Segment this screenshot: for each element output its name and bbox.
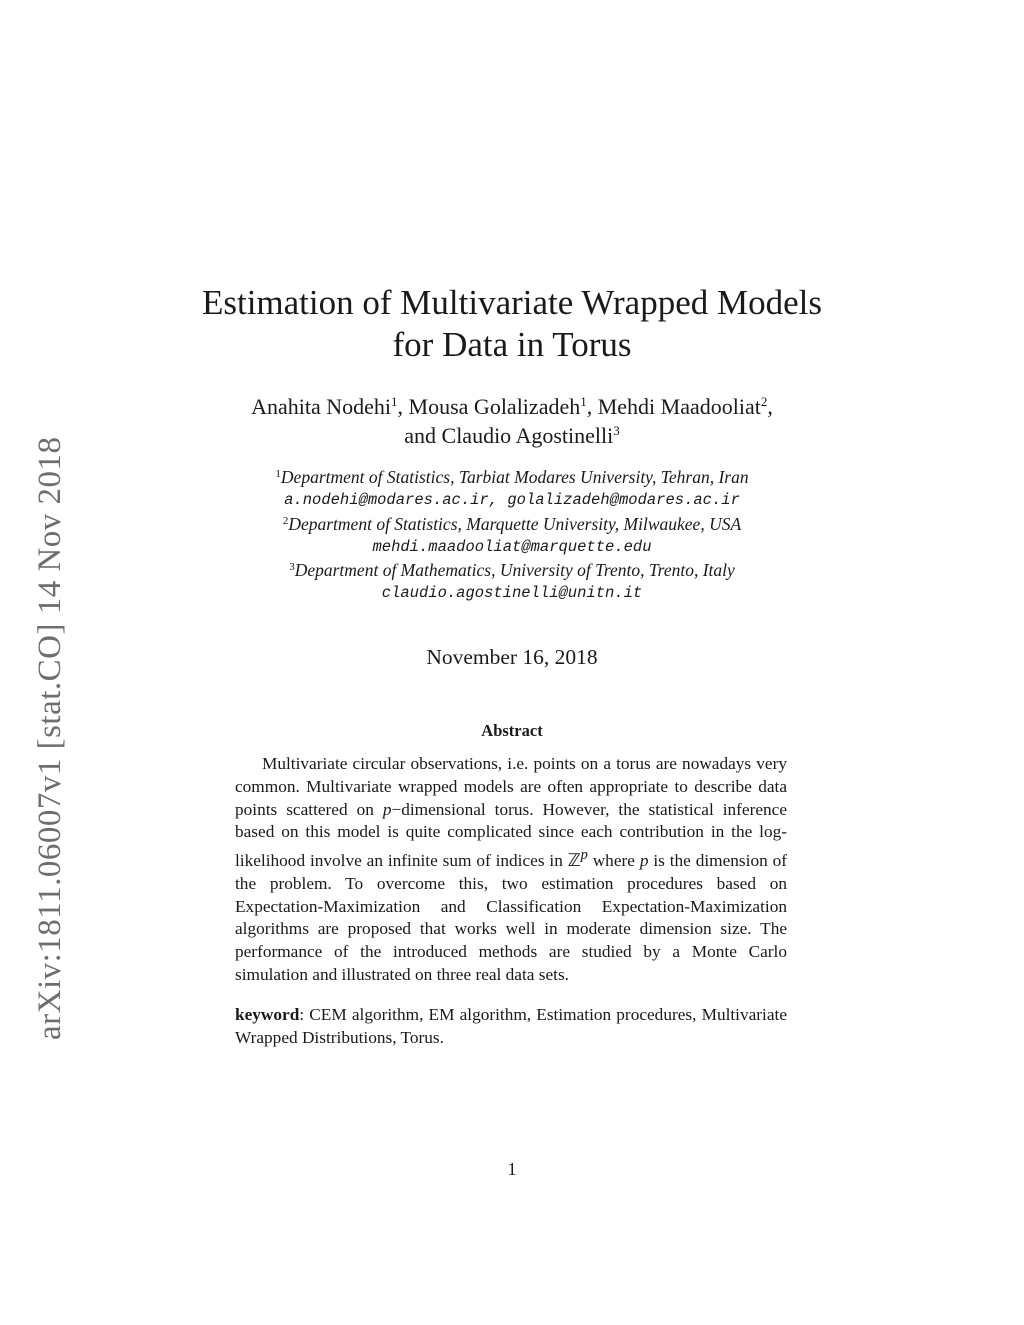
math-variable: p xyxy=(639,850,649,870)
author-name: and Claudio Agostinelli xyxy=(404,423,614,448)
author-name: Mousa Golalizadeh xyxy=(408,394,581,419)
paper-title xyxy=(0,282,1024,366)
affiliation-1: $^1$Department of Statistics, Tarbiat Modares University, Tehran, Iran xyxy=(275,467,749,487)
math-integer-set: ℤ xyxy=(567,850,581,870)
keywords xyxy=(235,1004,787,1050)
email-affiliation-3[interactable]: claudio.agostinelli@unitn.it xyxy=(381,584,643,603)
affiliation-mark: 3 xyxy=(613,423,620,438)
keywords-label: keyword xyxy=(235,1005,300,1024)
author-name: Anahita Nodehi xyxy=(251,394,392,419)
title-line-2: for Data in Torus xyxy=(392,325,632,364)
affiliation-2: $^2$Department of Statistics, Marquette University, Milwaukee, USA xyxy=(282,513,742,534)
author-line-1: Anahita Nodehi$^1$, Mousa Golalizadeh$^1$, Mehdi Maadooliat$^2$, xyxy=(251,394,773,419)
affiliation-mark: 1 xyxy=(391,394,398,409)
email-affiliation-2[interactable]: mehdi.maadooliat@marquette.edu xyxy=(372,537,652,556)
affiliations xyxy=(0,466,1024,606)
math-variable: p xyxy=(382,799,392,819)
affiliation-mark: 2 xyxy=(760,394,768,409)
abstract-text: Multivariate circular observations, i.e. points on a torus are nowadays very common. Multivariate wrapped models are often appropriate to describe data points scattered on p−dimensional torus. However, the statistical inference based on this model is quite complicated since each contribution in the log-likelihood involve an infinite sum of indices in ℤ$^p$ where p is the dimension of the problem. To overcome this, two estimation procedures based on Expectation-Maximization and Classification Expectation-Maximization algorithms are proposed that works well in moderate dimension size. The performance of the introduced methods are studied by a Monte Carlo simulation and illustrated on three real data sets. xyxy=(235,754,787,984)
page-number: 1 xyxy=(507,1159,517,1179)
affiliation-3: $^3$Department of Mathematics, University of Trento, Trento, Italy xyxy=(289,560,735,581)
title-line-1: Estimation of Multivariate Wrapped Models xyxy=(201,283,823,322)
publication-date: November 16, 2018 xyxy=(426,645,598,669)
author-line-2 xyxy=(0,421,1024,450)
author-list xyxy=(0,392,1024,450)
affiliation-mark: 1 xyxy=(580,394,587,409)
arxiv-identifier-stamp: arXiv:1811.06007v1 [stat.CO] 14 Nov 2018 xyxy=(32,436,68,1040)
abstract-heading: Abstract xyxy=(481,721,543,740)
keywords-text: : CEM algorithm, EM algorithm, Estimation procedures, Multivariate Wrapped Distributions, Torus. xyxy=(235,1005,787,1047)
author-name: Mehdi Maadooliat xyxy=(597,394,761,419)
email-affiliation-1[interactable]: a.nodehi@modares.ac.ir, golalizadeh@modares.ac.ir xyxy=(284,491,740,510)
